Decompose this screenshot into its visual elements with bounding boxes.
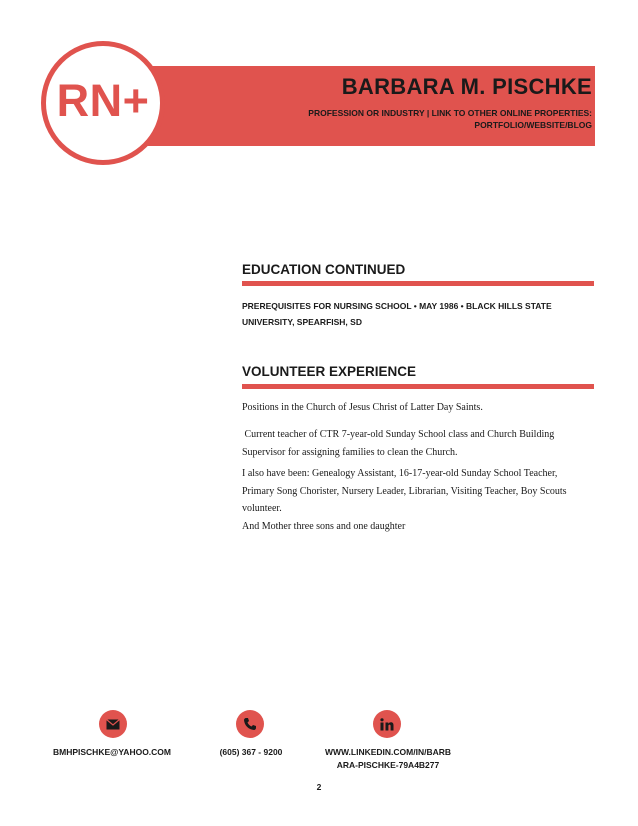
phone-icon xyxy=(236,710,264,738)
page-number: 2 xyxy=(316,782,322,792)
phone-number[interactable]: (605) 367 - 9200 xyxy=(219,747,283,757)
candidate-name: BARBARA M. PISCHKE xyxy=(341,74,592,99)
linkedin-icon xyxy=(373,710,401,738)
email-address[interactable]: BMHPISCHKE@YAHOO.COM xyxy=(52,747,171,757)
volunteer-paragraph: And Mother three sons and one daughter xyxy=(242,521,406,532)
education-text: PREREQUISITES FOR NURSING SCHOOL • MAY 1986 • BLACK HILLS STATE UNIVERSITY, SPEARFISH, SD xyxy=(242,301,552,327)
education-title: EDUCATION CONTINUED xyxy=(242,262,406,277)
logo: RN+ xyxy=(56,75,150,126)
education-rule xyxy=(242,281,594,286)
volunteer-paragraph: Positions in the Church of Jesus Christ of Latter Day Saints. xyxy=(242,402,483,413)
envelope-icon xyxy=(99,710,127,738)
tagline: PROFESSION OR INDUSTRY | LINK TO OTHER ONLINE PROPERTIES: PORTFOLIO/WEBSITE/BLOG xyxy=(308,108,592,130)
volunteer-paragraph: Current teacher of CTR 7-year-old Sunday School class and Church Building Supervisor for assigning families to clean the Church. xyxy=(242,429,557,458)
volunteer-rule xyxy=(242,384,594,389)
volunteer-paragraph: I also have been: Genealogy Assistant, 16-17-year-old Sunday School Teacher, Primary Song Chorister, Nursery Leader, Librarian, Visiting Teacher, Boy Scouts volunteer. xyxy=(242,468,567,514)
linkedin-url[interactable]: WWW.LINKEDIN.COM/IN/BARBARA-PISCHKE-79A4B277 xyxy=(324,747,452,770)
volunteer-title: VOLUNTEER EXPERIENCE xyxy=(242,364,417,379)
